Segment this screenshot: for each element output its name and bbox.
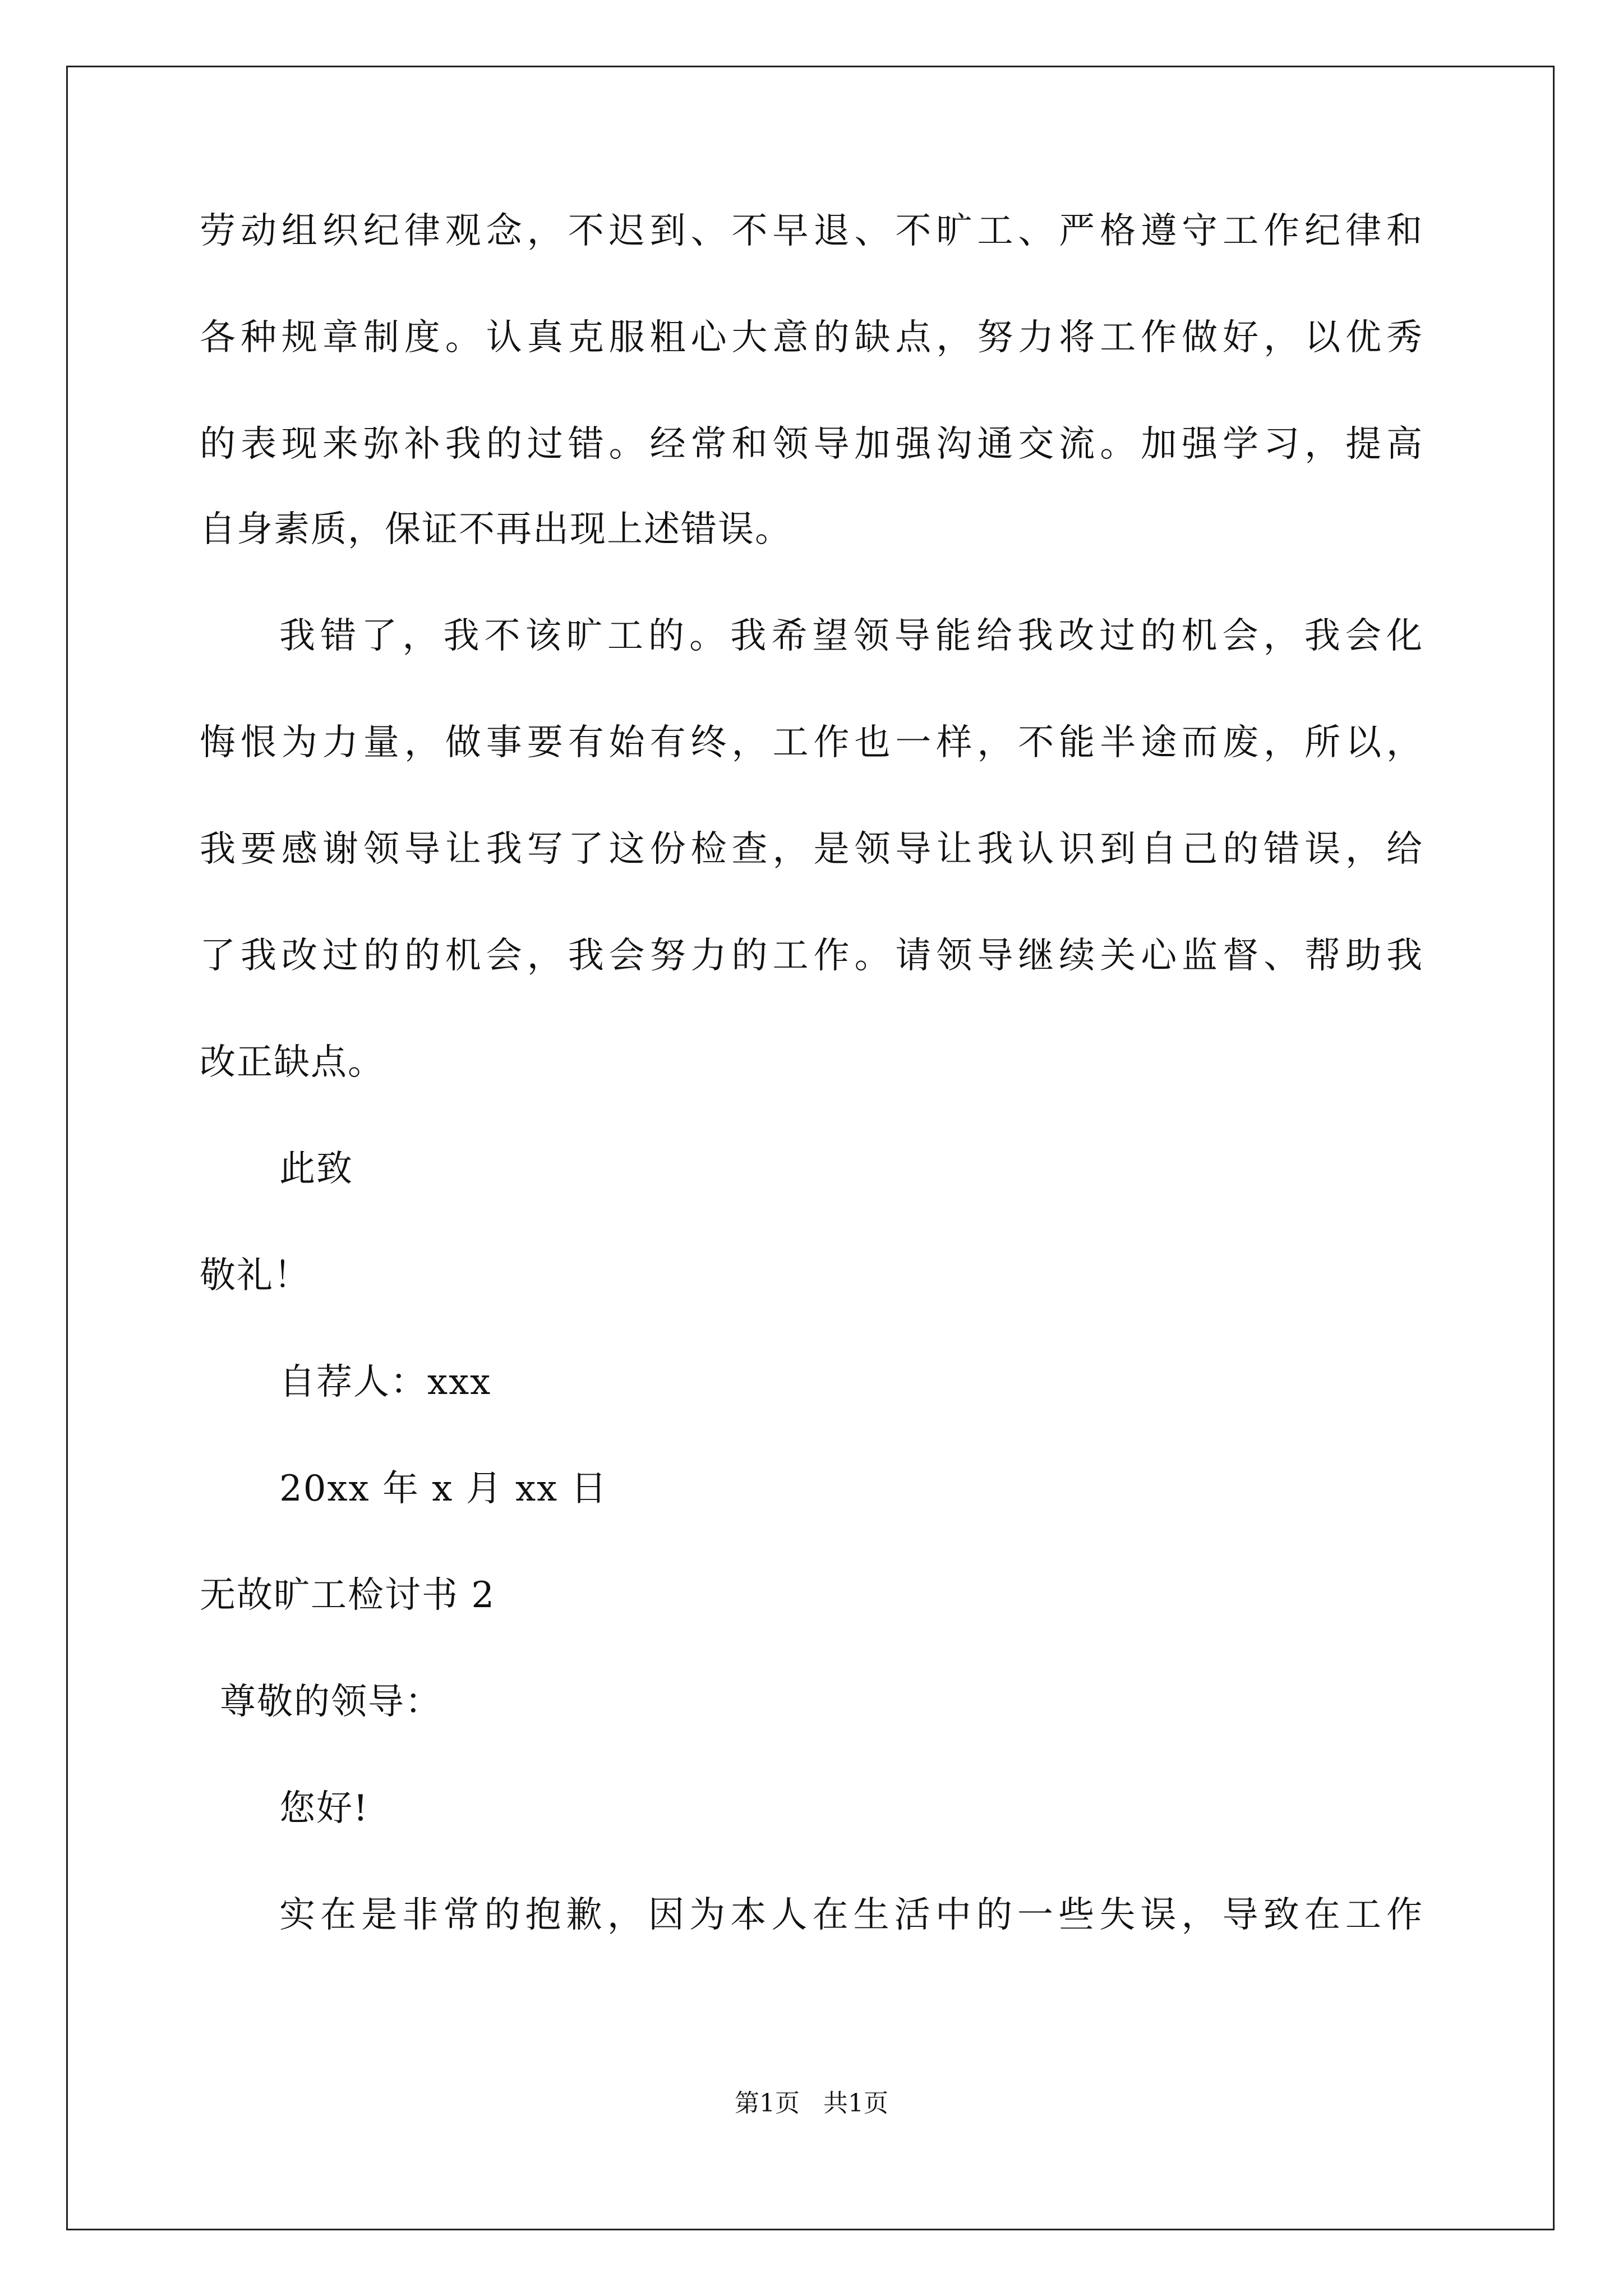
body-text-line: 实在是非常的抱歉，因为本人在生活中的一些失误，导致在工作 [279, 1894, 1422, 1936]
closing-respect: 敬礼！ [200, 1255, 311, 1296]
body-text-line: 改正缺点。 [200, 1042, 385, 1083]
section-title: 无故旷工检讨书 2 [200, 1575, 496, 1616]
date-line: 20xx 年 x 月 xx 日 [279, 1468, 608, 1510]
page-footer: 第1页 共1页 [735, 2089, 888, 2118]
body-text-line: 了我改过的的机会，我会努力的工作。请领导继续关心监督、帮助我 [200, 935, 1422, 977]
signature: 自荐人：xxx [279, 1361, 492, 1403]
body-text-line: 我错了，我不该旷工的。我希望领导能给我改过的机会，我会化 [279, 615, 1422, 657]
body-text-line: 我要感谢领导让我写了这份检查，是领导让我认识到自己的错误，给 [200, 829, 1422, 870]
body-text-line: 悔恨为力量，做事要有始有终，工作也一样，不能半途而废，所以， [200, 722, 1422, 763]
body-text-line: 劳动组织纪律观念，不迟到、不早退、不旷工、严格遵守工作纪律和 [200, 210, 1422, 252]
greeting-hello: 您好! [279, 1788, 369, 1829]
body-text-line: 各种规章制度。认真克服粗心大意的缺点，努力将工作做好，以优秀 [200, 317, 1422, 358]
body-text-line: 自身素质，保证不再出现上述错误。 [200, 509, 792, 550]
body-text-line: 的表现来弥补我的过错。经常和领导加强沟通交流。加强学习，提高 [200, 424, 1422, 465]
closing-salutation: 此致 [279, 1148, 353, 1190]
greeting: 尊敬的领导： [220, 1681, 442, 1723]
